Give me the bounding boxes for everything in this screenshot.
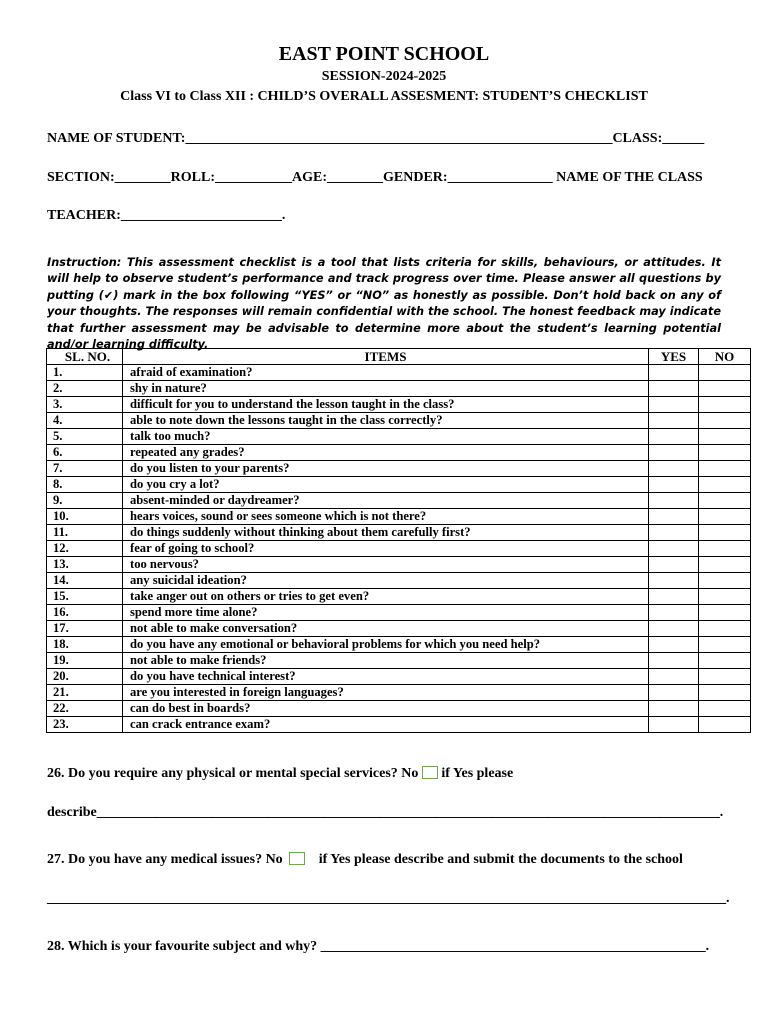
row-sl-no: 3. [47,397,123,413]
question-27-describe-field[interactable]: _________________________________________________________________________________________________. [47,891,730,906]
yes-cell[interactable] [649,509,699,525]
row-sl-no: 16. [47,605,123,621]
row-item: talk too much? [123,429,649,445]
row-sl-no: 19. [47,653,123,669]
row-sl-no: 15. [47,589,123,605]
yes-cell[interactable] [649,413,699,429]
yes-cell[interactable] [649,397,699,413]
no-cell[interactable] [699,589,751,605]
yes-cell[interactable] [649,461,699,477]
table-row [47,669,751,685]
row-item: absent-minded or daydreamer? [123,493,649,509]
no-cell[interactable] [699,685,751,701]
question-28-field[interactable]: 28. Which is your favourite subject and why? _______________________________________________________. [47,939,710,954]
no-checkbox[interactable] [422,766,438,779]
row-item: do you have technical interest? [123,669,649,685]
table-row [47,525,751,541]
row-sl-no: 5. [47,429,123,445]
instruction-text: Instruction: This assessment checklist is a tool that lists criteria for skills, behaviours, or attitudes. It will help to observe student’s performance and track progress over time. Please answer all questions by putting (✔) mark in the box following “YES” or “NO” as honestly as possible. Don’t hold back on any of your thoughts. The responses will remain confidential with the school. The honest feedback may indicate that further assessment may be advisable to determine more about the student’s learning potential and/or learning difficulty. [47,256,721,352]
row-sl-no: 1. [47,365,123,381]
yes-cell[interactable] [649,573,699,589]
row-item: any suicidal ideation? [123,573,649,589]
row-sl-no: 22. [47,701,123,717]
table-row [47,365,751,381]
yes-cell[interactable] [649,589,699,605]
no-cell[interactable] [699,493,751,509]
row-item: shy in nature? [123,381,649,397]
question-27-followup: if Yes please describe and submit the documents to the school [318,852,683,867]
student-name-field[interactable]: NAME OF STUDENT:_____________________________________________________________CLASS:______ [47,131,705,146]
table-row [47,541,751,557]
yes-cell[interactable] [649,637,699,653]
table-row [47,573,751,589]
no-cell[interactable] [699,637,751,653]
table-row [47,637,751,653]
row-sl-no: 10. [47,509,123,525]
school-name: EAST POINT SCHOOL [278,43,490,65]
row-item: can crack entrance exam? [123,717,649,733]
yes-cell[interactable] [649,381,699,397]
row-sl-no: 11. [47,525,123,541]
no-cell[interactable] [699,397,751,413]
row-item: too nervous? [123,557,649,573]
yes-cell[interactable] [649,557,699,573]
yes-cell[interactable] [649,685,699,701]
yes-cell[interactable] [649,493,699,509]
checklist-table [46,348,751,733]
question-27 [47,852,683,868]
table-row [47,381,751,397]
table-header-row [47,349,751,365]
yes-cell[interactable] [649,477,699,493]
row-item: are you interested in foreign languages? [123,685,649,701]
table-row [47,605,751,621]
row-item: do you listen to your parents? [123,461,649,477]
row-item: spend more time alone? [123,605,649,621]
header-no: NO [699,349,751,365]
table-row [47,397,751,413]
row-item: do you have any emotional or behavioral problems for which you need help? [123,637,649,653]
row-item: difficult for you to understand the lesson taught in the class? [123,397,649,413]
row-sl-no: 23. [47,717,123,733]
header-items: ITEMS [123,349,649,365]
table-row [47,717,751,733]
yes-cell[interactable] [649,701,699,717]
no-cell[interactable] [699,477,751,493]
table-row [47,701,751,717]
no-cell[interactable] [699,669,751,685]
no-cell[interactable] [699,413,751,429]
table-row [47,477,751,493]
no-cell[interactable] [699,717,751,733]
row-item: afraid of examination? [123,365,649,381]
yes-cell[interactable] [649,541,699,557]
section-roll-age-gender-field[interactable]: SECTION:________ROLL:___________AGE:________GENDER:_______________ NAME OF THE CLASS [47,170,703,185]
table-row [47,621,751,637]
row-sl-no: 14. [47,573,123,589]
table-row [47,413,751,429]
table-row [47,429,751,445]
row-sl-no: 2. [47,381,123,397]
row-sl-no: 13. [47,557,123,573]
question-26-text: 26. Do you require any physical or mental special services? No [47,766,419,781]
no-cell[interactable] [699,461,751,477]
header-sl-no: SL. NO. [47,349,123,365]
no-cell[interactable] [699,557,751,573]
row-sl-no: 21. [47,685,123,701]
question-26 [47,766,513,782]
row-item: not able to make friends? [123,653,649,669]
row-item: hears voices, sound or sees someone which is not there? [123,509,649,525]
no-cell[interactable] [699,701,751,717]
table-row [47,589,751,605]
yes-cell[interactable] [649,429,699,445]
table-row [47,685,751,701]
row-sl-no: 20. [47,669,123,685]
yes-cell[interactable] [649,365,699,381]
question-27-text: 27. Do you have any medical issues? No [47,852,283,867]
session-label: SESSION-2024-2025 [321,69,447,84]
row-sl-no: 8. [47,477,123,493]
table-row [47,509,751,525]
row-sl-no: 18. [47,637,123,653]
row-sl-no: 6. [47,445,123,461]
no-cell[interactable] [699,509,751,525]
no-cell[interactable] [699,525,751,541]
question-26-followup: if Yes please [441,766,514,781]
table-row [47,493,751,509]
row-sl-no: 4. [47,413,123,429]
row-sl-no: 17. [47,621,123,637]
table-row [47,653,751,669]
checklist-body [47,365,751,733]
no-cell[interactable] [699,365,751,381]
yes-cell[interactable] [649,445,699,461]
yes-cell[interactable] [649,717,699,733]
yes-cell[interactable] [649,605,699,621]
no-cell[interactable] [699,381,751,397]
no-cell[interactable] [699,605,751,621]
row-sl-no: 7. [47,461,123,477]
form-subtitle: Class VI to Class XII : CHILD’S OVERALL ASSESMENT: STUDENT’S CHECKLIST [120,89,648,104]
no-cell[interactable] [699,621,751,637]
no-cell[interactable] [699,653,751,669]
row-item: take anger out on others or tries to get even? [123,589,649,605]
table-row [47,461,751,477]
class-teacher-field[interactable]: TEACHER:_______________________. [47,208,286,223]
no-cell[interactable] [699,541,751,557]
header-yes: YES [649,349,699,365]
row-sl-no: 9. [47,493,123,509]
row-item: do things suddenly without thinking about them carefully first? [123,525,649,541]
no-cell[interactable] [699,445,751,461]
row-item: not able to make conversation? [123,621,649,637]
yes-cell[interactable] [649,525,699,541]
yes-cell[interactable] [649,621,699,637]
no-cell[interactable] [699,429,751,445]
no-checkbox[interactable] [289,852,305,865]
row-item: can do best in boards? [123,701,649,717]
row-sl-no: 12. [47,541,123,557]
no-cell[interactable] [699,573,751,589]
row-item: fear of going to school? [123,541,649,557]
question-26-describe-field[interactable]: describe_________________________________________________________________________________________. [47,805,724,820]
row-item: able to note down the lessons taught in the class correctly? [123,413,649,429]
yes-cell[interactable] [649,653,699,669]
table-row [47,445,751,461]
table-row [47,557,751,573]
row-item: repeated any grades? [123,445,649,461]
row-item: do you cry a lot? [123,477,649,493]
yes-cell[interactable] [649,669,699,685]
